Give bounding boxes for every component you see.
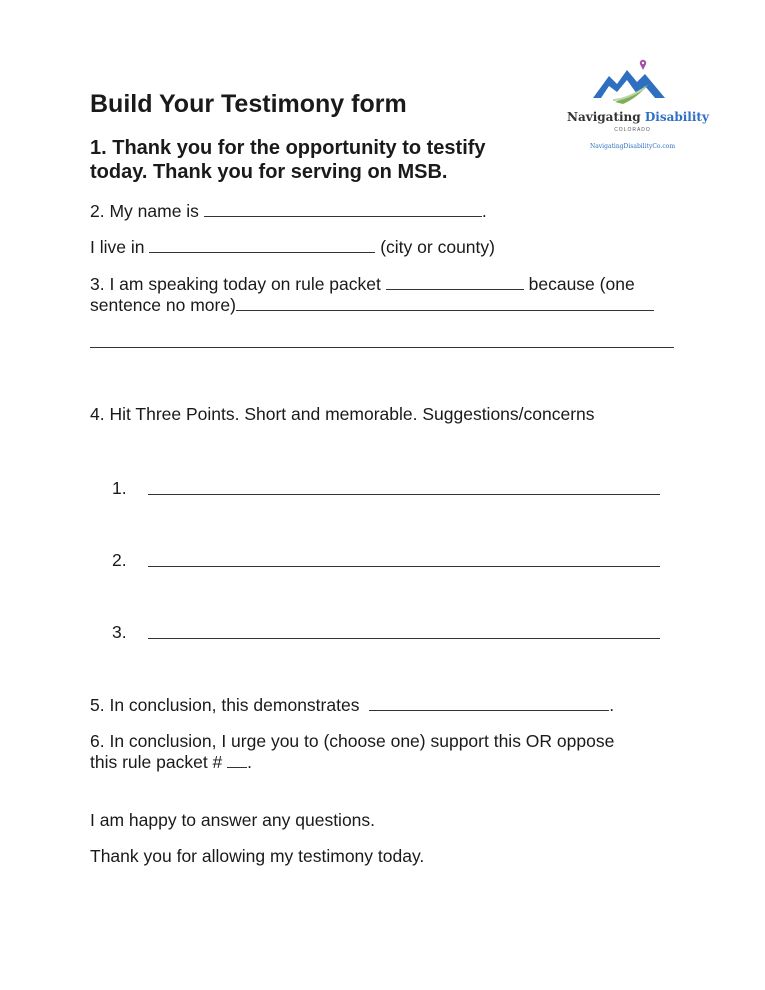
mountain-logo-icon	[565, 58, 700, 110]
item-1-heading	[90, 136, 486, 184]
item-1-line-1: 1. Thank you for the opportunity to testify	[90, 137, 486, 159]
live-in	[90, 237, 495, 258]
reason-blank-line-2[interactable]	[90, 347, 674, 348]
item-3-rule-packet	[90, 274, 654, 316]
logo-name: Navigating Disability	[567, 110, 709, 124]
name-blank[interactable]	[204, 202, 482, 217]
item-6-line-1: 6. In conclusion, I urge you to (choose one) support this OR oppose	[90, 731, 615, 751]
item-2-name	[90, 201, 487, 222]
demonstrates-blank[interactable]	[369, 696, 609, 711]
item-6-urge	[90, 731, 614, 773]
period: .	[609, 695, 615, 715]
closing-thanks: Thank you for allowing my testimony today.	[90, 846, 425, 866]
point-3-label: 3.	[112, 622, 127, 642]
logo-url: NavigatingDisabilityCo.com	[589, 143, 676, 150]
item-2-label: 2. My name is	[90, 201, 199, 221]
live-in-label: I live in	[90, 237, 145, 257]
reason-blank[interactable]	[236, 296, 654, 311]
item-3-label: 3. I am speaking today on rule packet	[90, 274, 381, 294]
rule-packet-blank[interactable]	[386, 275, 524, 290]
navigating-disability-logo	[565, 58, 709, 158]
packet-number-blank[interactable]	[227, 753, 247, 768]
point-1-label: 1.	[112, 478, 127, 498]
item-5-label: 5. In conclusion, this demonstrates	[90, 695, 360, 715]
page-title: Build Your Testimony form	[90, 90, 407, 118]
item-6-line-2: this rule packet #	[90, 752, 223, 772]
item-5-conclusion	[90, 695, 614, 716]
point-2-label: 2.	[112, 550, 127, 570]
item-4-heading: 4. Hit Three Points. Short and memorable. Suggestions/concerns	[90, 404, 595, 424]
city-or-county-hint: (city or county)	[380, 237, 495, 257]
item-1-line-2: today. Thank you for serving on MSB.	[90, 161, 448, 183]
logo-subtitle: COLORADO	[614, 127, 651, 133]
period: .	[481, 201, 487, 221]
point-3-blank[interactable]	[148, 638, 660, 639]
city-blank[interactable]	[149, 238, 375, 253]
closing-questions: I am happy to answer any questions.	[90, 810, 376, 830]
period: .	[247, 752, 253, 772]
point-2-blank[interactable]	[148, 566, 660, 567]
item-3-line-2: sentence no more)	[90, 295, 236, 315]
point-1-blank[interactable]	[148, 494, 660, 495]
item-3-because: because (one	[528, 274, 635, 294]
